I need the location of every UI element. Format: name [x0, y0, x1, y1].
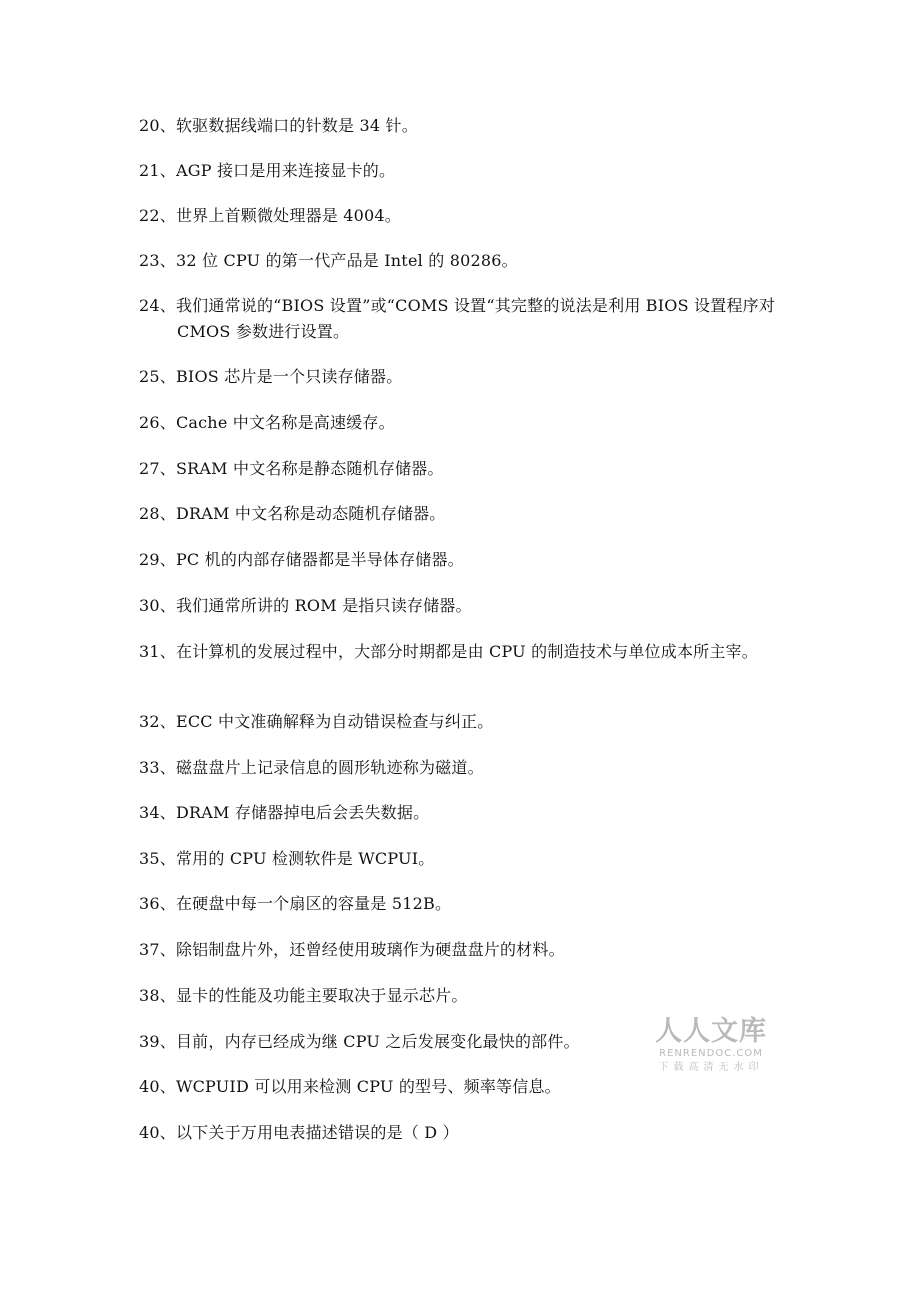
watermark-subtitle: 下载高清无水印	[658, 1062, 764, 1073]
list-item-25	[139, 364, 779, 390]
item-text: WCPUID 可以用来检测 CPU 的型号、频率等信息。	[175, 1077, 561, 1096]
watermark-title: 人人文库	[655, 1016, 767, 1047]
item-text: 常用的 CPU 检测软件是 WCPUI。	[175, 849, 435, 868]
item-text: AGP 接口是用来连接显卡的。	[175, 161, 396, 180]
list-item-27	[139, 456, 779, 482]
item-number: 34、	[139, 803, 176, 822]
item-text: 以下关于万用电表描述错误的是（ D ）	[175, 1123, 459, 1142]
item-number: 28、	[139, 504, 176, 523]
item-number: 25、	[139, 367, 176, 386]
item-number: 29、	[139, 550, 176, 569]
item-text: Cache 中文名称是高速缓存。	[175, 413, 395, 432]
item-number: 38、	[139, 986, 176, 1005]
item-text: DRAM 中文名称是动态随机存储器。	[175, 504, 446, 523]
list-item-35	[139, 846, 779, 872]
watermark-logo	[648, 1016, 774, 1076]
item-number: 30、	[139, 596, 176, 615]
list-item-28	[139, 501, 779, 527]
item-number: 31、	[139, 642, 176, 661]
item-number: 36、	[139, 894, 176, 913]
item-text: 软驱数据线端口的针数是 34 针。	[175, 116, 418, 135]
item-number: 27、	[139, 459, 176, 478]
item-text: BIOS 芯片是一个只读存储器。	[175, 367, 403, 386]
item-text: 在计算机的发展过程中，大部分时期都是由 CPU 的制造技术与单位成本所主宰。	[175, 642, 758, 661]
item-text: ECC 中文准确解释为自动错误检查与纠正。	[175, 712, 494, 731]
list-item-33	[139, 755, 779, 781]
item-number: 24、	[139, 296, 176, 315]
item-number: 40、	[139, 1123, 176, 1142]
list-item-36	[139, 891, 779, 917]
list-item-32	[139, 709, 779, 735]
item-number: 20、	[139, 116, 176, 135]
item-text: 目前，内存已经成为继 CPU 之后发展变化最快的部件。	[175, 1032, 580, 1051]
list-item-21	[139, 158, 779, 184]
item-number: 32、	[139, 712, 176, 731]
item-text: 除铝制盘片外，还曾经使用玻璃作为硬盘盘片的材料。	[175, 940, 565, 959]
item-text: 32 位 CPU 的第一代产品是 Intel 的 80286。	[175, 251, 518, 270]
item-number: 37、	[139, 940, 176, 959]
watermark-domain: RENRENDOC.COM	[659, 1048, 763, 1059]
list-item-40a	[139, 1074, 779, 1100]
item-text: 我们通常说的“BIOS 设置”或“COMS 设置“其完整的说法是利用 BIOS 设置程序对 CMOS 参数进行设置。	[175, 296, 776, 341]
item-text: PC 机的内部存储器都是半导体存储器。	[175, 550, 464, 569]
item-text: SRAM 中文名称是静态随机存储器。	[175, 459, 444, 478]
item-number: 21、	[139, 161, 176, 180]
item-number: 35、	[139, 849, 176, 868]
item-text: DRAM 存储器掉电后会丢失数据。	[175, 803, 430, 822]
list-item-24	[139, 293, 779, 345]
item-number: 40、	[139, 1077, 176, 1096]
list-item-20	[139, 113, 779, 139]
list-item-37	[139, 937, 779, 963]
list-item-22	[139, 203, 779, 229]
list-item-34	[139, 800, 779, 826]
item-text: 磁盘盘片上记录信息的圆形轨迹称为磁道。	[175, 758, 484, 777]
item-number: 33、	[139, 758, 176, 777]
list-item-40b	[139, 1120, 779, 1146]
item-number: 23、	[139, 251, 176, 270]
item-text: 在硬盘中每一个扇区的容量是 512B。	[175, 894, 452, 913]
item-number: 26、	[139, 413, 176, 432]
list-item-31	[139, 639, 779, 665]
item-number: 22、	[139, 206, 176, 225]
item-number: 39、	[139, 1032, 176, 1051]
item-text: 世界上首颗微处理器是 4004。	[175, 206, 401, 225]
item-text: 我们通常所讲的 ROM 是指只读存储器。	[175, 596, 472, 615]
list-item-38	[139, 983, 779, 1009]
list-item-29	[139, 547, 779, 573]
item-text: 显卡的性能及功能主要取决于显示芯片。	[175, 986, 468, 1005]
list-item-26	[139, 410, 779, 436]
list-item-23	[139, 248, 779, 274]
list-item-30	[139, 593, 779, 619]
